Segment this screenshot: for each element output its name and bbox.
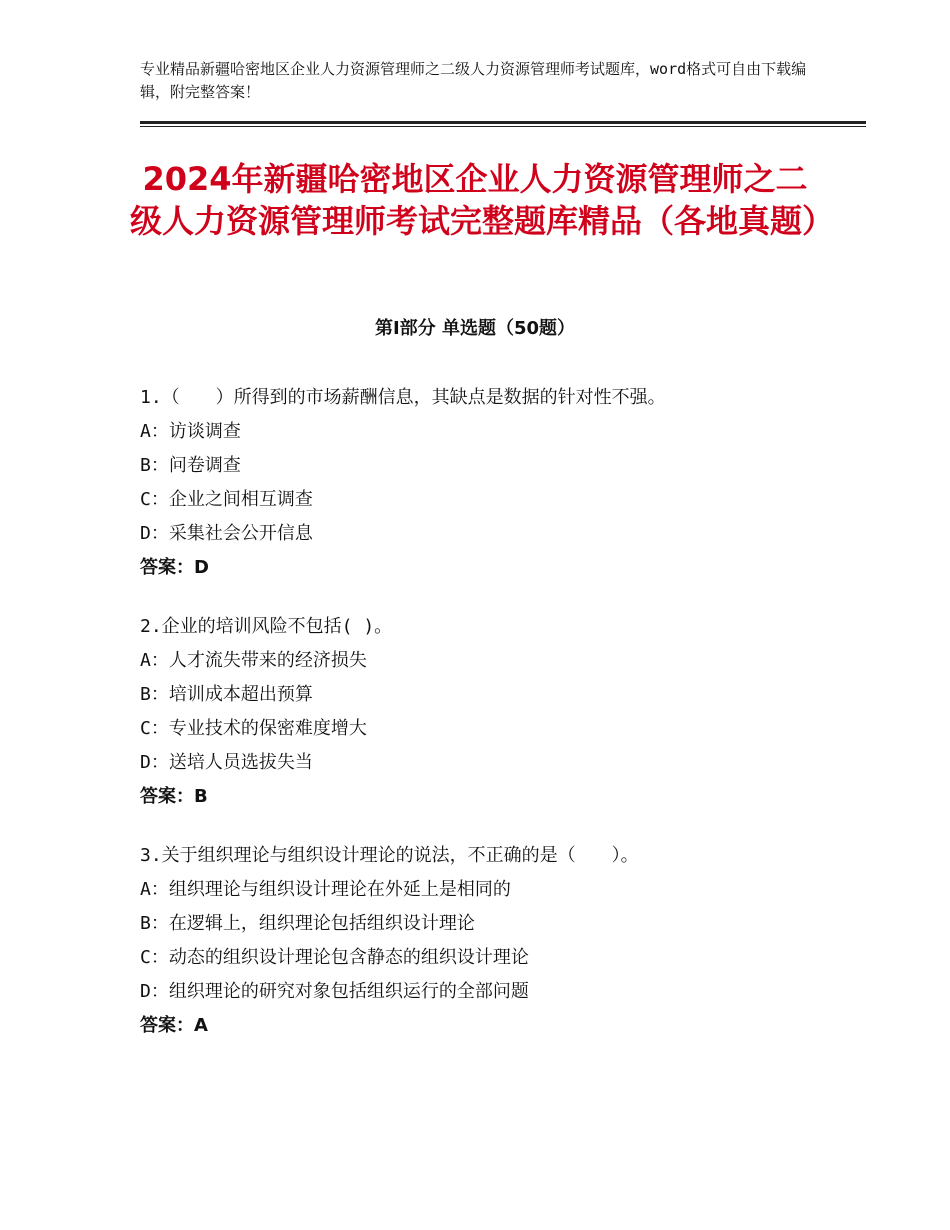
option-a: A：访谈调查 bbox=[140, 421, 241, 442]
option-a: A：人才流失带来的经济损失 bbox=[140, 650, 367, 671]
answer-label: 答案：D bbox=[140, 557, 209, 578]
question-list bbox=[140, 381, 840, 1068]
option-c: C：专业技术的保密难度增大 bbox=[140, 718, 367, 739]
question-stem: 2.企业的培训风险不包括( )。 bbox=[140, 616, 393, 637]
option-d: D：采集社会公开信息 bbox=[140, 523, 313, 544]
question-2 bbox=[140, 610, 840, 814]
option-c: C：动态的组织设计理论包含静态的组织设计理论 bbox=[140, 947, 529, 968]
option-c: C：企业之间相互调查 bbox=[140, 489, 313, 510]
option-b: B：培训成本超出预算 bbox=[140, 684, 313, 705]
header-note: 专业精品新疆哈密地区企业人力资源管理师之二级人力资源管理师考试题库，word格式可自由下载编辑，附完整答案！ bbox=[140, 60, 807, 101]
answer-label: 答案：B bbox=[140, 786, 208, 807]
document-title: 2024年新疆哈密地区企业人力资源管理师之二级人力资源管理师考试完整题库精品（各地真题） bbox=[130, 160, 835, 240]
option-b: B：在逻辑上，组织理论包括组织设计理论 bbox=[140, 913, 475, 934]
question-stem: 3.关于组织理论与组织设计理论的说法，不正确的是（ ）。 bbox=[140, 845, 639, 866]
header-divider-thin bbox=[140, 126, 866, 127]
option-a: A：组织理论与组织设计理论在外延上是相同的 bbox=[140, 879, 511, 900]
question-1 bbox=[140, 381, 840, 585]
answer-label: 答案：A bbox=[140, 1015, 208, 1036]
option-d: D：送培人员选拔失当 bbox=[140, 752, 313, 773]
section-heading: 第Ⅰ部分 单选题（50题） bbox=[374, 318, 575, 339]
question-3 bbox=[140, 839, 840, 1043]
option-b: B：问卷调查 bbox=[140, 455, 241, 476]
option-d: D：组织理论的研究对象包括组织运行的全部问题 bbox=[140, 981, 529, 1002]
header-divider-thick bbox=[140, 121, 866, 124]
question-stem: 1.（ ）所得到的市场薪酬信息，其缺点是数据的针对性不强。 bbox=[140, 387, 666, 408]
